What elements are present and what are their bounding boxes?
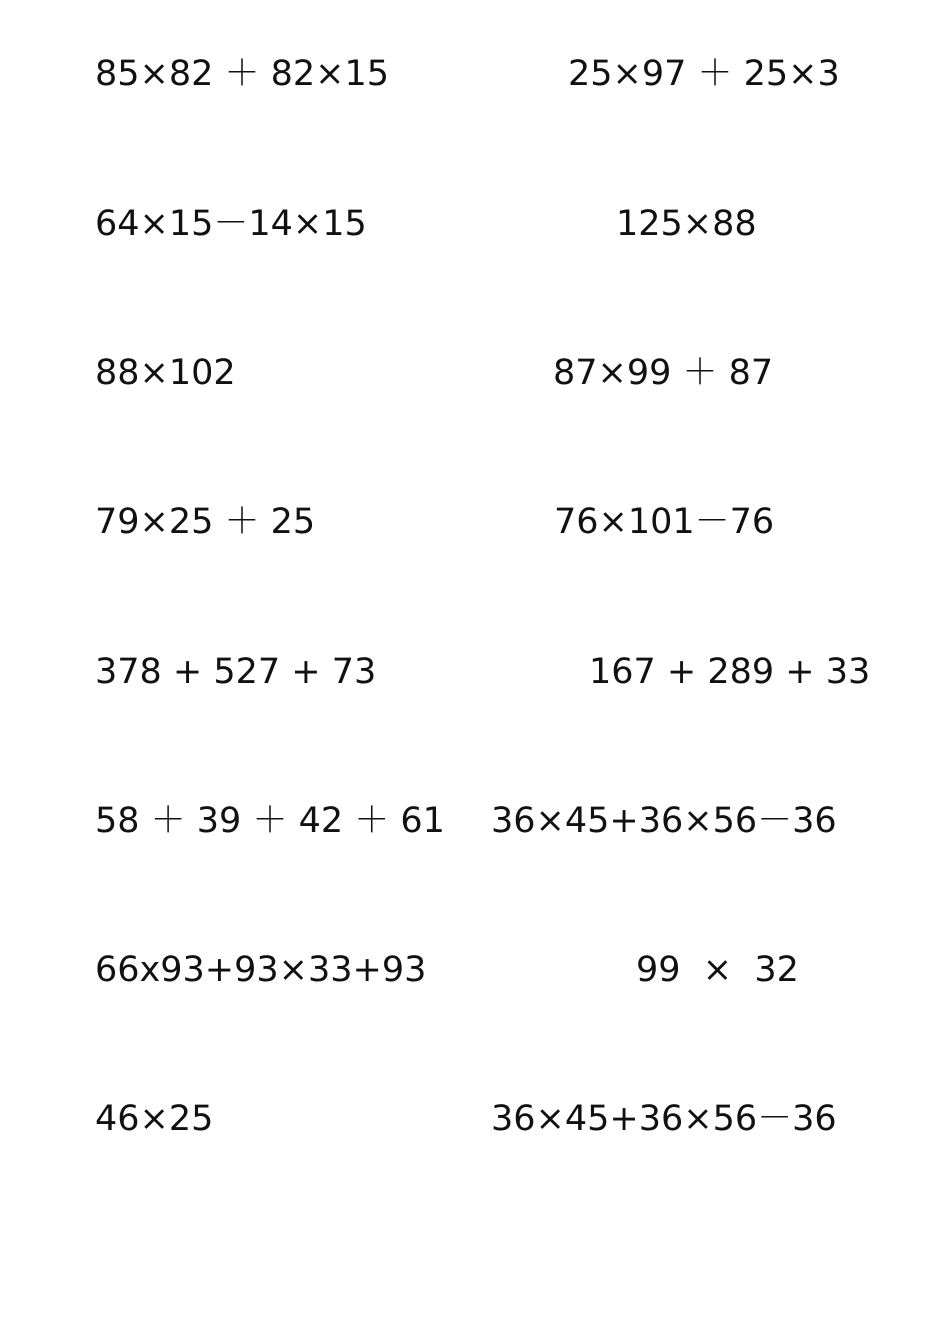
problem-1-right: 25×97 ＋ 25×3 (568, 54, 840, 94)
problem-5-right: 167 + 289 + 33 (589, 652, 871, 692)
problem-4-left: 79×25 ＋ 25 (95, 502, 316, 542)
problem-2-right: 125×88 (616, 204, 757, 244)
problem-2-left: 64×15－14×15 (95, 204, 367, 244)
problem-5-left: 378 + 527 + 73 (95, 652, 377, 692)
problem-4-right: 76×101－76 (554, 502, 775, 542)
problem-8-right: 36×45+36×56－36 (491, 1099, 837, 1139)
problem-3-right: 87×99 ＋ 87 (553, 353, 774, 393)
problem-6-right: 36×45+36×56－36 (491, 801, 837, 841)
problem-8-left: 46×25 (95, 1099, 214, 1139)
problem-1-left: 85×82 ＋ 82×15 (95, 54, 390, 94)
problem-7-right: 99 × 32 (636, 950, 799, 990)
problem-7-left: 66x93+93×33+93 (95, 950, 427, 990)
problem-3-left: 88×102 (95, 353, 236, 393)
problem-6-left: 58 ＋ 39 ＋ 42 ＋ 61 (95, 801, 445, 841)
